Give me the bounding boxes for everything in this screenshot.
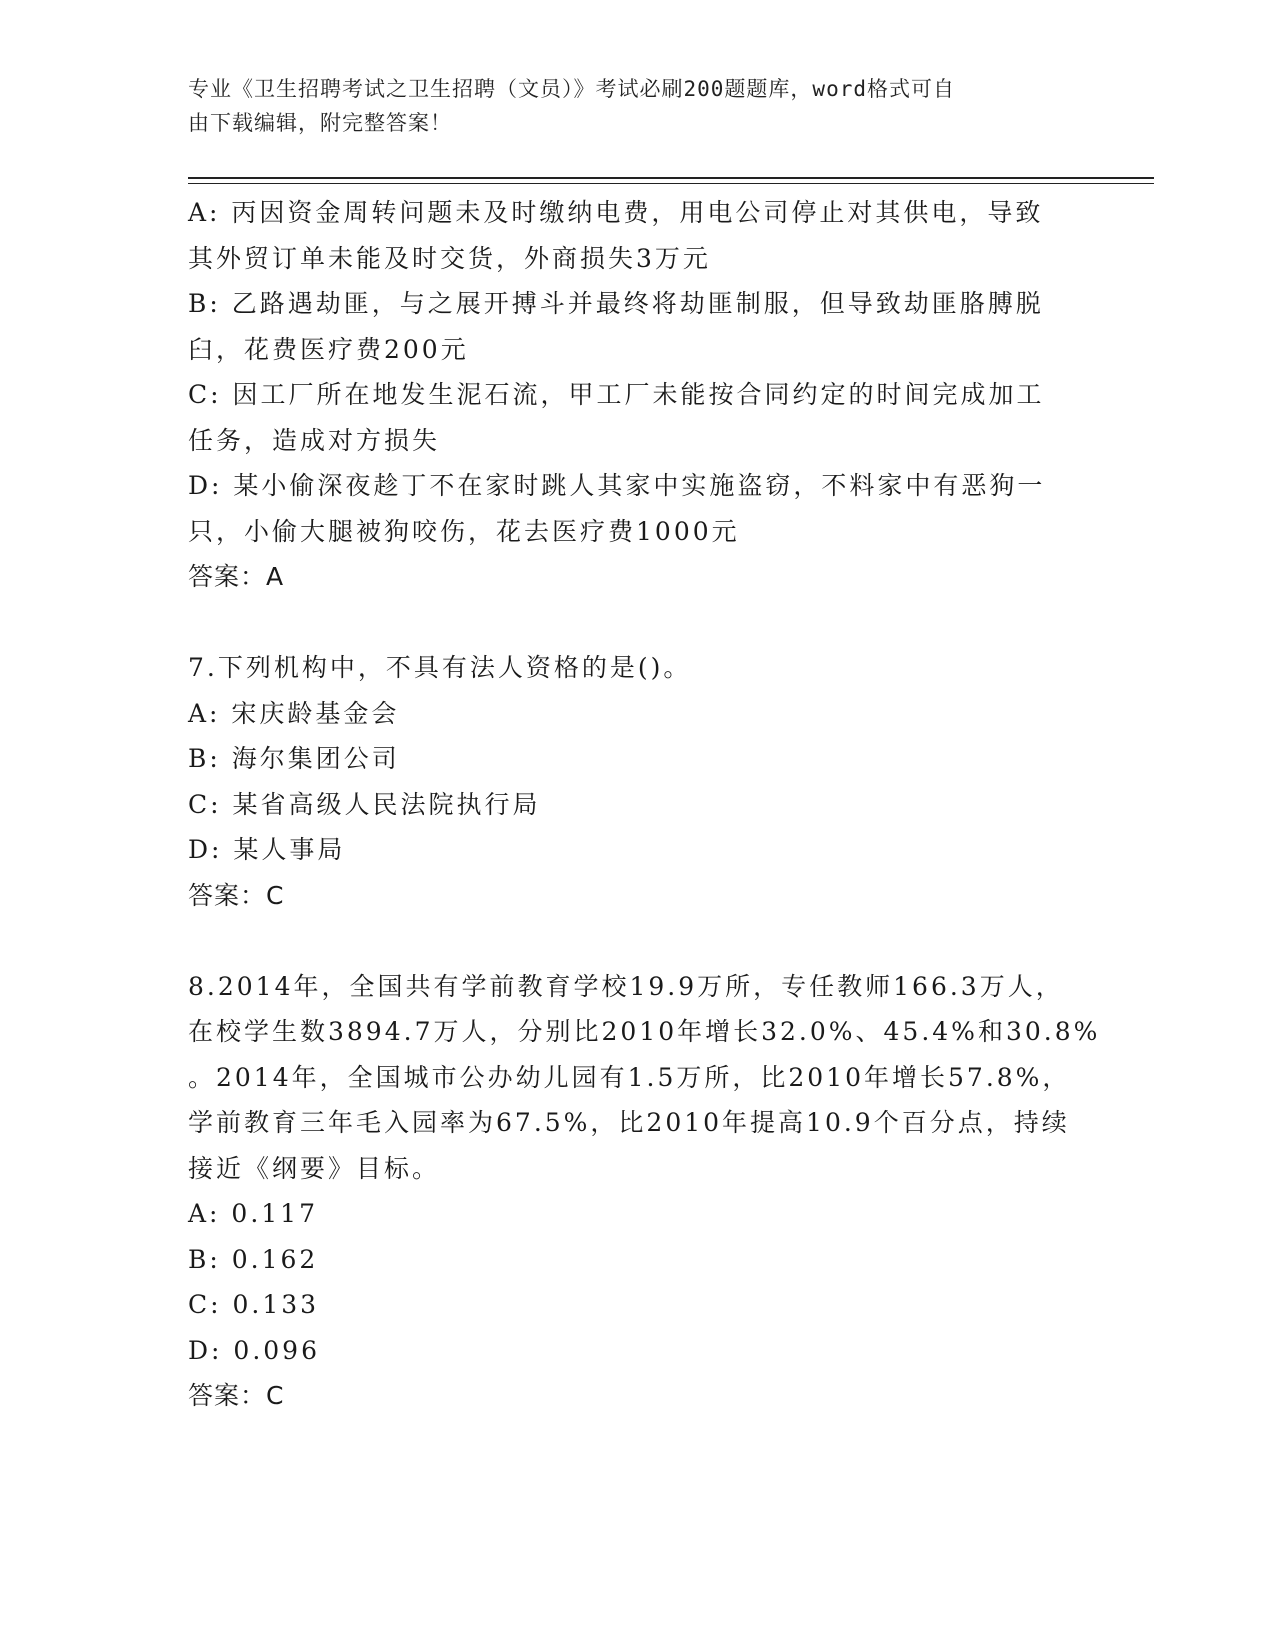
answer: 答案：C <box>188 1381 285 1410</box>
option-d: D: 0.096 <box>188 1335 320 1365</box>
option-d-line-1: D: 某小偷深夜趁丁不在家时跳人其家中实施盗窃，不料家中有恶狗一 <box>188 471 1046 500</box>
spacer <box>188 918 1088 964</box>
answer: 答案：C <box>188 880 285 910</box>
option-a-line-2: 其外贸订单未能及时交货，外商损失3万元 <box>188 243 711 273</box>
option-c <box>188 372 1088 463</box>
question-stem-line-2: 在校学生数3894.7万人，分别比2010年增长32.0%、45.4%和30.8% <box>188 1017 1101 1046</box>
option-b: B: 海尔集团公司 <box>188 744 400 773</box>
document-body <box>188 190 1101 1419</box>
question-8 <box>188 964 1101 1419</box>
option-a: A: 0.117 <box>188 1199 318 1228</box>
question-stem-line-4: 学前教育三年毛入园率为67.5%，比2010年提高10.9个百分点，持续 <box>188 1108 1070 1137</box>
option-d-line-2: 只，小偷大腿被狗咬伤，花去医疗费1000元 <box>188 516 740 546</box>
option-b: B: 0.162 <box>188 1244 319 1274</box>
option-a: A: 宋庆龄基金会 <box>188 698 400 728</box>
option-d <box>188 463 1088 554</box>
question-6 <box>188 190 1088 600</box>
option-b-line-1: B: 乙路遇劫匪，与之展开搏斗并最终将劫匪制服，但导致劫匪胳膊脱 <box>188 289 1044 318</box>
answer: 答案：A <box>188 562 285 591</box>
question-stem-line-5: 接近《纲要》目标。 <box>188 1153 441 1183</box>
document-header <box>188 72 1068 140</box>
option-b <box>188 281 1088 372</box>
option-b-line-2: 臼，花费医疗费200元 <box>188 334 469 364</box>
option-a-line-1: A: 丙因资金周转问题未及时缴纳电费，用电公司停止对其供电，导致 <box>188 198 1044 227</box>
header-rule-thick <box>188 177 1154 179</box>
question-stem: 7.下列机构中，不具有法人资格的是()。 <box>188 653 692 682</box>
question-stem-line-3: 。2014年，全国城市公办幼儿园有1.5万所，比2010年增长57.8%， <box>188 1062 1071 1092</box>
question-7 <box>188 645 1088 918</box>
question-stem-line-1: 8.2014年，全国共有学前教育学校19.9万所，专任教师166.3万人， <box>188 971 1064 1001</box>
header-line-1: 专业《卫生招聘考试之卫生招聘（文员）》考试必刷200题题库，word格式可自 <box>188 77 955 101</box>
option-c: C: 0.133 <box>188 1290 320 1319</box>
option-c-line-2: 任务，造成对方损失 <box>188 425 441 455</box>
header-rule-thin <box>188 183 1154 184</box>
option-d: D: 某人事局 <box>188 835 346 864</box>
spacer <box>188 600 1088 646</box>
option-c: C: 某省高级人民法院执行局 <box>188 789 541 819</box>
option-a <box>188 190 1088 281</box>
option-c-line-1: C: 因工厂所在地发生泥石流，甲工厂未能按合同约定的时间完成加工 <box>188 380 1045 409</box>
header-line-2: 由下载编辑，附完整答案！ <box>188 111 452 135</box>
